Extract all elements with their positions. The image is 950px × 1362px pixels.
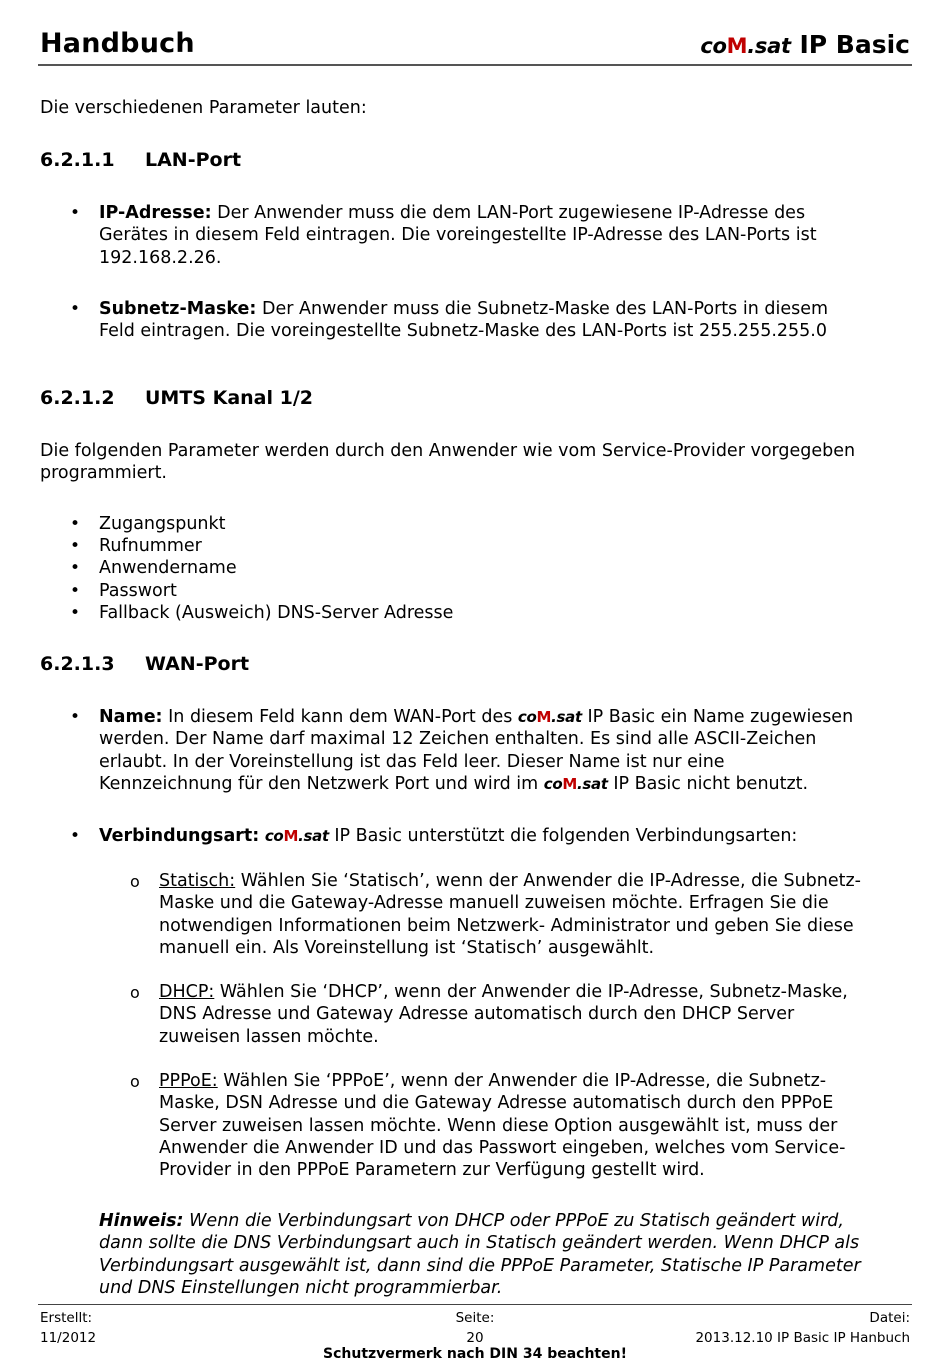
bullet-icon: • (70, 603, 81, 623)
bullet-icon: • (70, 536, 81, 556)
page-title: Handbuch (40, 28, 195, 59)
footer-divider (38, 1304, 912, 1305)
header-product: IP Basic (799, 30, 910, 59)
header-divider (38, 64, 912, 66)
comsat-logo: coM.sat (543, 774, 608, 793)
umts-intro: Die folgenden Parameter werden durch den Anwender wie vom Service-Provider vorgegeben programmiert. (40, 441, 856, 484)
bullet-icon: • (70, 707, 81, 727)
list-item: Zugangspunkt (99, 514, 226, 534)
footer-file-label: Datei: (869, 1310, 910, 1326)
list-item-name: Name: In diesem Feld kann dem WAN-Port des coM.sat IP Basic ein Name zugewiesen werden. Der Name darf maximal 12 Zeichen enthalten. Es sind alle ASCII-Zeichen erlaubt. In der Voreinstellung ist das Feld leer. Dieser Name ist nur eine Kennzeichnung für den Netzwerk Port und wird im coM.sat IP Basic nicht benutzt. (99, 707, 854, 794)
section-heading-wan: 6.2.1.3 WAN-Port (40, 653, 250, 675)
bullet-icon: • (70, 514, 81, 534)
footer-created-value: 11/2012 (40, 1330, 97, 1346)
list-item-verbindungsart: Verbindungsart: coM.sat IP Basic unterstützt die folgenden Verbindungsarten: (99, 826, 798, 846)
comsat-logo: coM.sat (517, 708, 582, 726)
footer-file-value: 2013.12.10 IP Basic IP Hanbuch (695, 1330, 910, 1346)
sub-bullet-icon: o (130, 983, 140, 1002)
list-item: Fallback (Ausweich) DNS-Server Adresse (99, 603, 454, 623)
bullet-icon: • (70, 581, 81, 601)
list-item-subnetz-maske: Subnetz-Maske: Der Anwender muss die Subnetz-Maske des LAN-Ports in diesem Feld eintragen. Die voreingestellte Subnetz-Maske des LAN-Ports ist 255.255.255.0 (99, 299, 829, 342)
intro-text: Die verschiedenen Parameter lauten: (40, 98, 367, 118)
footer-notice: Schutzvermerk nach DIN 34 beachten! (323, 1346, 627, 1362)
list-item: Rufnummer (99, 536, 202, 556)
bullet-icon: • (70, 203, 81, 223)
comsat-logo: coM.sat (264, 827, 329, 845)
footer-page-number: 20 (466, 1330, 484, 1346)
bullet-icon: • (70, 558, 81, 578)
header-brand (700, 30, 910, 59)
bullet-icon: • (70, 299, 81, 319)
list-item-ip-adresse: IP-Adresse: Der Anwender muss die dem LAN-Port zugewiesene IP-Adresse des Gerätes in diesem Feld eintragen. Die voreingestellte IP-Adresse des LAN-Ports ist 192.168.2.26. (99, 203, 817, 268)
sub-item-statisch: Statisch: Wählen Sie ‘Statisch’, wenn der Anwender die IP-Adresse, die Subnetz- Maske und die Gateway-Adresse manuell zuweisen möchte. Erfragen Sie die notwendigen Informationen beim Netzwerk- Administrator und geben Sie diese manuell ein. Als Voreinstellung ist ‘Statisch’ ausgewählt. (159, 871, 861, 958)
section-heading-lan: 6.2.1.1 LAN-Port (40, 149, 242, 171)
sub-bullet-icon: o (130, 1072, 140, 1091)
footer-page-label: Seite: (455, 1310, 495, 1326)
bullet-icon: • (70, 826, 81, 846)
section-heading-umts: 6.2.1.2 UMTS Kanal 1/2 (40, 387, 313, 409)
comsat-logo: coM.sat (700, 34, 791, 58)
sub-item-dhcp: DHCP: Wählen Sie ‘DHCP’, wenn der Anwender die IP-Adresse, Subnetz-Maske, DNS Adresse und Gateway Adresse automatisch durch den DHCP Server zuweisen lassen möchte. (159, 982, 848, 1047)
list-item: Anwendername (99, 558, 237, 578)
sub-bullet-icon: o (130, 872, 140, 891)
note-hinweis: Hinweis: Wenn die Verbindungsart von DHCP oder PPPoE zu Statisch geändert wird, dann sollte die DNS Verbindungsart auch in Statisch geändert werden. Wenn DHCP als Verbindungsart ausgewählt ist, dann sind die PPPoE Parameter, Statische IP Parameter und DNS Einstellungen nicht programmierbar. (99, 1211, 861, 1298)
footer-created-label: Erstellt: (40, 1310, 93, 1326)
sub-item-pppoe: PPPoE: Wählen Sie ‘PPPoE’, wenn der Anwender die IP-Adresse, die Subnetz- Maske, DSN Adresse und die Gateway Adresse automatisch durch den PPPoE Server zuweisen lassen möchte. Wenn diese Option ausgewählt ist, muss der Anwender die Anwender ID und das Passwort eingeben, welches vom Service- Provider in den PPPoE Parametern zur Verfügung gestellt wird. (159, 1071, 846, 1181)
list-item: Passwort (99, 581, 177, 601)
